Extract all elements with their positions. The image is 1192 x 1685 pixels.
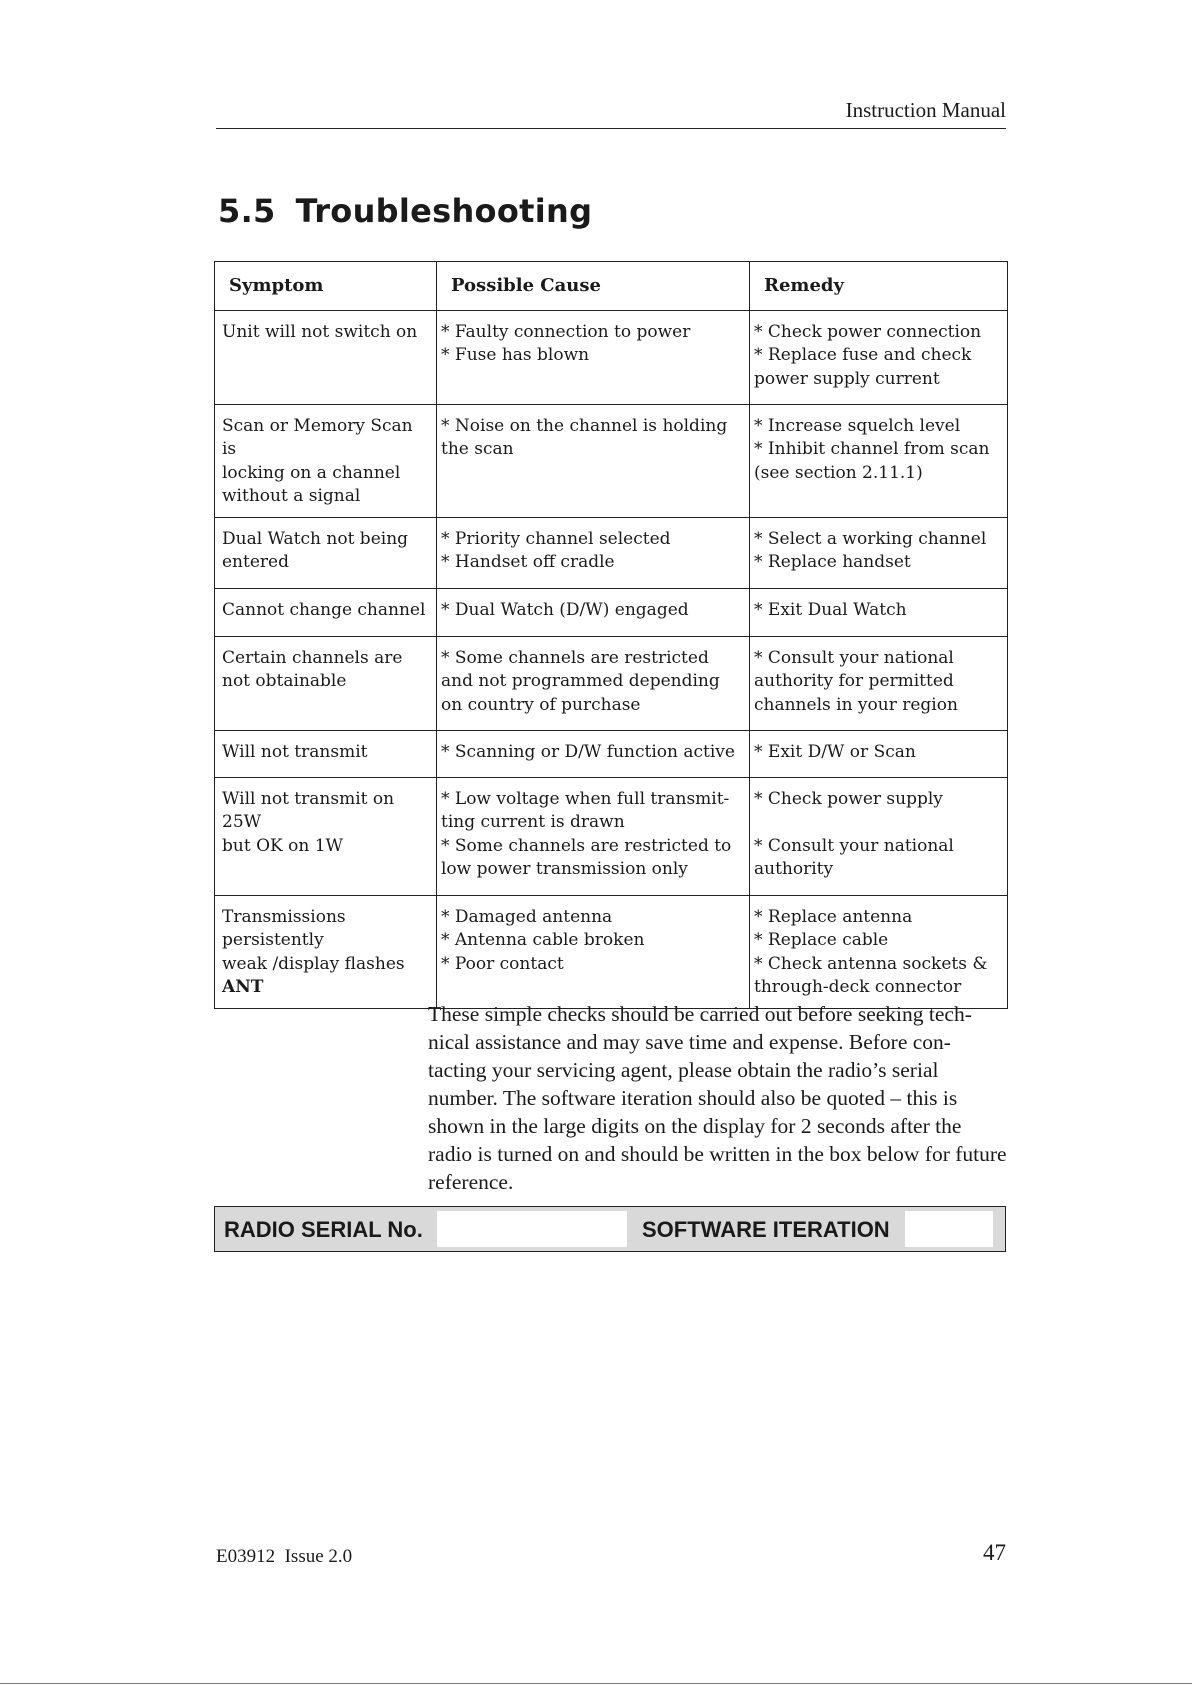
footer-doc-reference: E03912 Issue 2.0 <box>216 1546 353 1567</box>
symptom-cell: Dual Watch not being entered <box>215 517 437 588</box>
symptom-ant-label: ANT <box>222 977 264 997</box>
software-iteration-label: SOFTWARE ITERATION <box>642 1217 890 1242</box>
cause-cell: * Noise on the channel is holding the scan <box>437 404 750 517</box>
cause-cell: * Priority channel selected * Handset off cradle <box>437 517 750 588</box>
symptom-cell: Unit will not switch on <box>215 310 437 404</box>
software-iteration-field[interactable] <box>905 1211 993 1247</box>
section-title: Troubleshooting <box>295 192 593 230</box>
table-row <box>215 777 1008 895</box>
remedy-cell: * Increase squelch level * Inhibit channel from scan (see section 2.11.1) <box>750 404 1008 517</box>
remedy-cell: * Exit Dual Watch <box>750 588 1008 636</box>
radio-serial-label: RADIO SERIAL No. <box>224 1217 423 1242</box>
service-note-paragraph: These simple checks should be carried out before seeking tech-nical assistance and may save time and expense. Before con-tacting your servicing agent, please obtain the radio’s serial number. The software iteration should also be quoted – this is shown in the large digits on the display for 2 seconds after the radio is turned on and should be written in the box below for future reference. <box>428 1002 1007 1194</box>
section-number: 5.5 <box>218 192 276 230</box>
symptom-cell: Will not transmit on 25W but OK on 1W <box>215 777 437 895</box>
cause-cell: * Some channels are restricted and not programmed depending on country of purchase <box>437 636 750 730</box>
cause-cell: * Dual Watch (D/W) engaged <box>437 588 750 636</box>
remedy-cell: * Replace antenna * Replace cable * Check antenna sockets & through-deck connector <box>750 895 1008 1008</box>
header-rule <box>216 128 1006 129</box>
table-row <box>215 404 1008 517</box>
symptom-cell: Scan or Memory Scan is locking on a channel without a signal <box>215 404 437 517</box>
remedy-cell: * Select a working channel * Replace handset <box>750 517 1008 588</box>
symptom-cell: Certain channels are not obtainable <box>215 636 437 730</box>
cause-cell: * Low voltage when full transmit- ting current is drawn * Some channels are restricted to low power transmission only <box>437 777 750 895</box>
serial-number-box <box>214 1206 1006 1252</box>
cause-cell: * Scanning or D/W function active <box>437 730 750 777</box>
symptom-text: Transmissions persistently weak /display flashes <box>222 906 405 974</box>
running-header: Instruction Manual <box>845 98 1006 122</box>
column-header-symptom: Symptom <box>215 262 437 311</box>
column-header-cause: Possible Cause <box>437 262 750 311</box>
table-header-row <box>215 262 1008 311</box>
radio-serial-field[interactable] <box>437 1211 627 1247</box>
section-heading <box>218 192 592 230</box>
table-row <box>215 517 1008 588</box>
symptom-cell <box>215 895 437 1008</box>
cause-cell: * Faulty connection to power * Fuse has blown <box>437 310 750 404</box>
table-row <box>215 588 1008 636</box>
symptom-cell: Cannot change channel <box>215 588 437 636</box>
column-header-remedy: Remedy <box>750 262 1008 311</box>
table-row <box>215 636 1008 730</box>
troubleshooting-table <box>214 261 1008 1009</box>
remedy-cell: * Exit D/W or Scan <box>750 730 1008 777</box>
table-row <box>215 895 1008 1008</box>
table-row <box>215 310 1008 404</box>
table-row <box>215 730 1008 777</box>
remedy-cell: * Consult your national authority for permitted channels in your region <box>750 636 1008 730</box>
page-number: 47 <box>983 1540 1006 1565</box>
remedy-cell: * Check power connection * Replace fuse and check power supply current <box>750 310 1008 404</box>
cause-cell: * Damaged antenna * Antenna cable broken * Poor contact <box>437 895 750 1008</box>
page-bottom-edge <box>0 1683 1192 1684</box>
remedy-cell: * Check power supply * Consult your national authority <box>750 777 1008 895</box>
symptom-cell: Will not transmit <box>215 730 437 777</box>
